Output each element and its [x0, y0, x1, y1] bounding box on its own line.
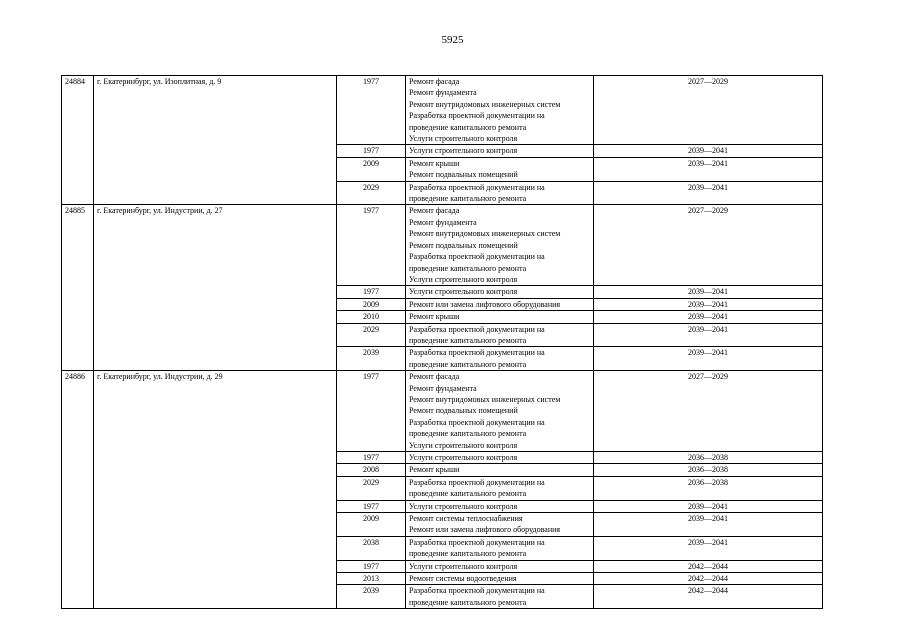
period-cell: 2027—2029	[594, 205, 823, 286]
work-item: Разработка проектной документации на	[409, 252, 545, 262]
works-cell	[406, 323, 594, 347]
capital-repair-table	[61, 75, 823, 609]
work-item: Разработка проектной документации на	[409, 537, 545, 547]
year-cell: 1977	[337, 76, 406, 145]
period-cell: 2027—2029	[594, 371, 823, 452]
work-item: Ремонт фасада	[409, 206, 460, 216]
year-cell: 2009	[337, 513, 406, 537]
works-cell	[406, 371, 594, 452]
works-cell	[406, 76, 594, 145]
year-cell: 2029	[337, 181, 406, 205]
year-cell: 1977	[337, 286, 406, 298]
page-number: 5925	[441, 34, 464, 46]
works-cell	[406, 573, 594, 585]
works-cell	[406, 513, 594, 537]
work-item: Разработка проектной документации на	[409, 324, 545, 334]
year-cell: 2029	[337, 323, 406, 347]
period-cell: 2039—2041	[594, 157, 823, 181]
works-cell	[406, 311, 594, 323]
year-cell: 1977	[337, 560, 406, 572]
period-cell: 2027—2029	[594, 76, 823, 145]
table-row	[62, 371, 823, 452]
works-cell	[406, 347, 594, 371]
building-address-cell: г. Екатеринбург, ул. Индустрии, д. 29	[94, 371, 337, 609]
work-item: Ремонт внутридомовых инженерных систем	[409, 229, 561, 239]
work-item: Ремонт фундамента	[409, 217, 477, 227]
year-cell: 2008	[337, 464, 406, 476]
work-item: Услуги строительного контроля	[409, 453, 518, 462]
period-cell: 2039—2041	[594, 347, 823, 371]
works-cell	[406, 157, 594, 181]
year-cell: 2009	[337, 298, 406, 310]
work-item: проведение капитального ремонта	[409, 597, 527, 607]
year-cell: 1977	[337, 500, 406, 512]
year-cell: 2039	[337, 585, 406, 609]
works-cell	[406, 298, 594, 310]
work-item: Услуги строительного контроля	[409, 134, 518, 144]
period-cell: 2039—2041	[594, 323, 823, 347]
work-item: Услуги строительного контроля	[409, 146, 518, 156]
year-cell: 1977	[337, 145, 406, 157]
period-cell: 2039—2041	[594, 500, 823, 512]
work-item: Услуги строительного контроля	[409, 501, 518, 511]
period-cell: 2036—2038	[594, 476, 823, 500]
work-item: Ремонт внутридомовых инженерных систем	[409, 99, 561, 109]
work-item: Ремонт или замена лифтового оборудования	[409, 299, 561, 309]
period-cell: 2039—2041	[594, 181, 823, 205]
table-body	[62, 76, 823, 609]
works-cell	[406, 452, 594, 464]
works-cell	[406, 476, 594, 500]
work-item: Ремонт фасада	[409, 372, 460, 382]
work-item: Разработка проектной документации на	[409, 477, 545, 487]
works-cell	[406, 145, 594, 157]
work-item: проведение капитального ремонта	[409, 549, 527, 559]
period-cell: 2042—2044	[594, 573, 823, 585]
year-cell: 2039	[337, 347, 406, 371]
year-cell: 1977	[337, 205, 406, 286]
table-row	[62, 76, 823, 145]
work-item: Услуги строительного контроля	[409, 561, 518, 571]
period-cell: 2036—2038	[594, 464, 823, 476]
work-item: Услуги строительного контроля	[409, 440, 518, 450]
work-item: проведение капитального ремонта	[409, 489, 527, 499]
works-cell	[406, 286, 594, 298]
work-item: Ремонт фасада	[409, 77, 460, 86]
year-cell: 2009	[337, 157, 406, 181]
works-cell	[406, 560, 594, 572]
works-cell	[406, 205, 594, 286]
period-cell: 2036—2038	[594, 452, 823, 464]
period-cell: 2039—2041	[594, 536, 823, 560]
work-item: Разработка проектной документации на	[409, 182, 545, 192]
work-item: Ремонт подвальных помещений	[409, 406, 518, 416]
works-cell	[406, 464, 594, 476]
year-cell: 2038	[337, 536, 406, 560]
works-cell	[406, 536, 594, 560]
year-cell: 2010	[337, 311, 406, 323]
work-item: Ремонт крыши	[409, 465, 460, 475]
work-item: Разработка проектной документации на	[409, 586, 545, 596]
building-address-cell: г. Екатеринбург, ул. Индустрии, д. 27	[94, 205, 337, 371]
works-cell	[406, 500, 594, 512]
work-item: Ремонт подвальных помещений	[409, 240, 518, 250]
work-item: Услуги строительного контроля	[409, 287, 518, 297]
work-item: Ремонт подвальных помещений	[409, 170, 518, 180]
year-cell: 2029	[337, 476, 406, 500]
year-cell: 1977	[337, 452, 406, 464]
table-row	[62, 205, 823, 286]
works-cell	[406, 181, 594, 205]
work-item: Ремонт крыши	[409, 312, 460, 322]
period-cell: 2039—2041	[594, 145, 823, 157]
building-id-cell: 24886	[62, 371, 94, 609]
work-item: проведение капитального ремонта	[409, 263, 527, 273]
work-item: Услуги строительного контроля	[409, 274, 518, 284]
period-cell: 2039—2041	[594, 286, 823, 298]
work-item: Разработка проектной документации на	[409, 348, 545, 358]
work-item: проведение капитального ремонта	[409, 194, 527, 204]
period-cell: 2039—2041	[594, 298, 823, 310]
period-cell: 2039—2041	[594, 311, 823, 323]
work-item: проведение капитального ремонта	[409, 335, 527, 345]
work-item: Ремонт фундамента	[409, 88, 477, 98]
work-item: Ремонт системы водоотведения	[409, 574, 517, 584]
works-cell	[406, 585, 594, 609]
work-item: Ремонт фундамента	[409, 383, 477, 393]
work-item: Ремонт крыши	[409, 158, 460, 168]
building-id-cell: 24884	[62, 76, 94, 205]
period-cell: 2042—2044	[594, 560, 823, 572]
building-id-cell: 24885	[62, 205, 94, 371]
work-item: Ремонт системы теплоснабжения	[409, 514, 523, 524]
work-item: проведение капитального ремонта	[409, 429, 527, 439]
period-cell: 2042—2044	[594, 585, 823, 609]
year-cell: 2013	[337, 573, 406, 585]
work-item: проведение капитального ремонта	[409, 122, 527, 132]
work-item: Разработка проектной документации на	[409, 111, 545, 121]
year-cell: 1977	[337, 371, 406, 452]
work-item: проведение капитального ремонта	[409, 359, 527, 369]
work-item: Ремонт внутридомовых инженерных систем	[409, 394, 561, 404]
building-address-cell: г. Екатеринбург, ул. Изоплитная, д. 9	[94, 76, 337, 205]
period-cell: 2039—2041	[594, 513, 823, 537]
work-item: Разработка проектной документации на	[409, 417, 545, 427]
work-item: Ремонт или замена лифтового оборудования	[409, 525, 561, 535]
